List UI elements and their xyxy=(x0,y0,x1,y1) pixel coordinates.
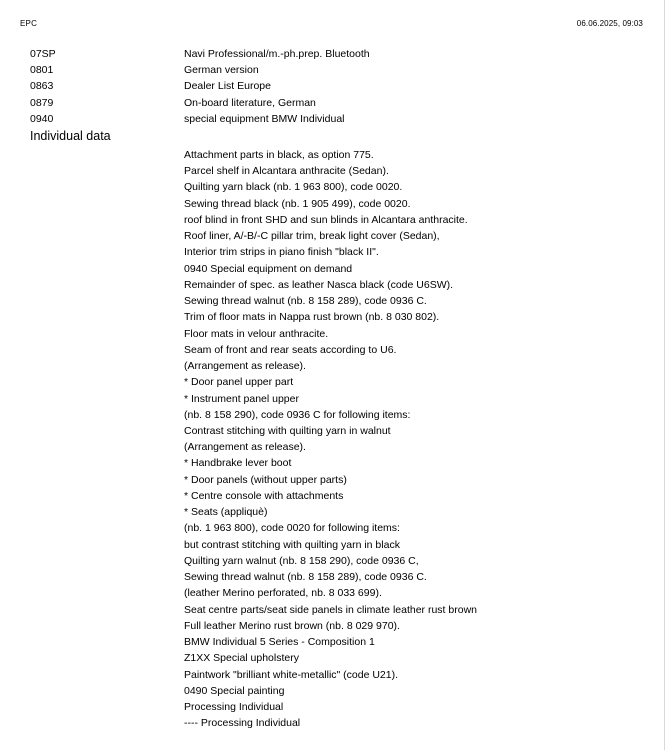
option-description: special equipment BMW Individual xyxy=(184,112,345,125)
individual-data-line: Remainder of spec. as leather Nasca black (code U6SW). xyxy=(184,278,454,291)
individual-data-line: (Arrangement as release). xyxy=(184,360,306,373)
individual-data-heading: Individual data xyxy=(30,129,111,143)
options-table xyxy=(30,46,630,127)
option-row xyxy=(30,62,630,78)
individual-data-line: BMW Individual 5 Series - Composition 1 xyxy=(184,636,375,649)
individual-data-line: * Door panel upper part xyxy=(184,376,294,389)
option-row xyxy=(30,111,630,127)
individual-data-line: roof blind in front SHD and sun blinds in Alcantara anthracite. xyxy=(184,213,468,226)
individual-data-line: 0940 Special equipment on demand xyxy=(184,262,353,275)
individual-data-line: Roof liner, A/-B/-C pillar trim, break light cover (Sedan), xyxy=(184,230,440,243)
individual-data-line: Quilting yarn black (nb. 1 963 800), code 0020. xyxy=(184,181,403,194)
individual-data-line: (leather Merino perforated, nb. 8 033 699). xyxy=(184,587,382,600)
individual-data-line: Sewing thread walnut (nb. 8 158 289), code 0936 C. xyxy=(184,295,427,308)
individual-data-line: * Door panels (without upper parts) xyxy=(184,473,347,486)
individual-data-list xyxy=(184,147,477,731)
individual-data-line: Interior trim strips in piano finish "black II". xyxy=(184,246,379,259)
option-description: On-board literature, German xyxy=(184,96,316,109)
individual-data-line: Seat centre parts/seat side panels in climate leather rust brown xyxy=(184,603,477,616)
individual-data-line: Sewing thread black (nb. 1 905 499), code 0020. xyxy=(184,197,411,210)
individual-data-line: * Instrument panel upper xyxy=(184,392,299,405)
individual-data-line: * Seats (appliquè) xyxy=(184,506,268,519)
option-code: 07SP xyxy=(30,48,56,60)
option-code: 0863 xyxy=(30,80,54,93)
individual-data-line: * Handbrake lever boot xyxy=(184,457,292,470)
individual-data-line: Parcel shelf in Alcantara anthracite (Sedan). xyxy=(184,165,389,178)
individual-data-line: Trim of floor mats in Nappa rust brown (nb. 8 030 802). xyxy=(184,311,440,324)
option-description: Dealer List Europe xyxy=(184,80,271,93)
individual-data-line: (nb. 8 158 290), code 0936 C for following items: xyxy=(184,408,411,421)
individual-data-line: Attachment parts in black, as option 775. xyxy=(184,149,374,161)
individual-data-line: Quilting yarn walnut (nb. 8 158 290), code 0936 C, xyxy=(184,554,419,567)
individual-data-line: (Arrangement as release). xyxy=(184,441,306,454)
option-code: 0879 xyxy=(30,96,54,109)
individual-data-line: Processing Individual xyxy=(184,700,284,713)
individual-data-line: Z1XX Special upholstery xyxy=(184,652,299,665)
individual-data-line: ---- Processing Individual xyxy=(184,717,301,730)
individual-data-line: Floor mats in velour anthracite. xyxy=(184,327,329,340)
option-description: German version xyxy=(184,64,259,77)
individual-data-line: Paintwork "brilliant white-metallic" (code U21). xyxy=(184,668,399,681)
individual-data-line: but contrast stitching with quilting yarn in black xyxy=(184,538,400,551)
option-row xyxy=(30,46,630,62)
option-row xyxy=(30,78,630,94)
individual-data-line: (nb. 1 963 800), code 0020 for following items: xyxy=(184,522,400,535)
individual-data-line: Seam of front and rear seats according to U6. xyxy=(184,343,397,356)
individual-data-line: Full leather Merino rust brown (nb. 8 029 970). xyxy=(184,619,400,632)
option-code: 0801 xyxy=(30,64,54,77)
option-code: 0940 xyxy=(30,112,54,125)
app-label: EPC xyxy=(20,19,38,28)
individual-data-line: 0490 Special painting xyxy=(184,684,285,697)
individual-data-line: Contrast stitching with quilting yarn in walnut xyxy=(184,424,391,437)
print-timestamp: 06.06.2025, 09:03 xyxy=(576,19,643,28)
option-row xyxy=(30,95,630,111)
individual-data-line: * Centre console with attachments xyxy=(184,489,344,502)
option-description: Navi Professional/m.-ph.prep. Bluetooth xyxy=(184,48,370,60)
individual-data-line: Sewing thread walnut (nb. 8 158 289), code 0936 C. xyxy=(184,571,427,584)
